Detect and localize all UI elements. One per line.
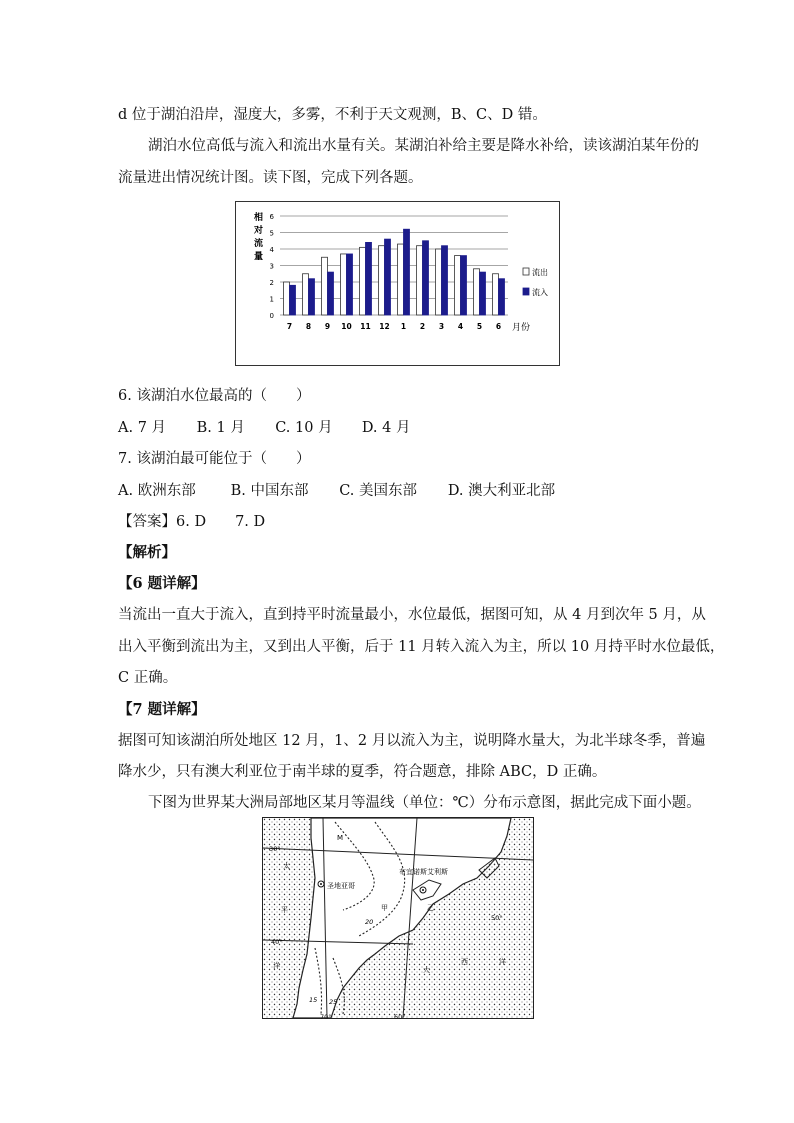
q7-option-a: A. 欧洲东部 xyxy=(118,483,196,499)
chart-bar-outflow xyxy=(303,274,309,315)
lat-label-50: 50° xyxy=(491,914,503,922)
chart-bar-outflow xyxy=(322,257,328,315)
chart-xtick-label: 12 xyxy=(379,322,390,331)
q6-stem: 6. 该湖泊水位最高的（ ） xyxy=(118,388,311,404)
answer-line: 【答案】6. D 7. D xyxy=(118,514,266,530)
detail-7-line-1: 据图可知该湖泊所处地区 12 月，1、2 月以流入为主，说明降水量大，为北半球冬季，普遍 xyxy=(118,733,706,749)
chart-ylabel-char: 量 xyxy=(254,252,264,262)
lat-label-40: 40° xyxy=(271,938,283,946)
chart-bar-outflow xyxy=(417,246,423,315)
chart-bar-outflow xyxy=(398,244,404,315)
legend-label: 流出 xyxy=(532,268,548,277)
chart-ytick-label: 6 xyxy=(269,213,274,221)
chart-bar-outflow xyxy=(360,247,366,315)
iso-label-15: 15 xyxy=(309,996,318,1004)
chart-ylabel-char: 流 xyxy=(254,239,264,249)
detail-6-line-2: 出入平衡到流出为主，又到出人平衡，后于 11 月转入流入为主，所以 10 月持平时水位最低， xyxy=(118,639,725,655)
chart-xtick-label: 10 xyxy=(341,322,352,331)
chart-bar-inflow xyxy=(347,254,353,315)
chart-bar-inflow xyxy=(480,272,486,315)
q6-options xyxy=(118,416,411,437)
chart-bar-inflow xyxy=(442,246,448,315)
q6-option-a: A. 7 月 xyxy=(118,420,167,436)
intro-isotherm: 下图为世界某大洲局部地区某月等温线（单位：℃）分布示意图，据此完成下面小题。 xyxy=(148,795,701,811)
chart-xtick-label: 2 xyxy=(419,322,426,331)
q6-option-d: D. 4 月 xyxy=(361,420,411,436)
chart-xtick-label: 6 xyxy=(495,322,502,331)
chart-xtick-label: 11 xyxy=(360,322,371,331)
q7-stem: 7. 该湖泊最可能位于（ ） xyxy=(118,451,311,467)
chart-ytick-label: 2 xyxy=(269,279,274,287)
chart-ytick-label: 1 xyxy=(269,295,274,304)
chart-ytick-label: 3 xyxy=(269,262,274,271)
chart-xtick-label: 4 xyxy=(457,322,464,331)
flow-chart xyxy=(235,201,560,366)
legend-swatch xyxy=(523,268,529,275)
detail-6-line-1: 当流出一直大于流入，直到持平时流量最小，水位最低，据图可知，从 4 月到次年 5 月，从 xyxy=(118,607,706,623)
chart-xtick-label: 3 xyxy=(438,322,445,331)
lon-label-60: 60° xyxy=(394,1013,406,1021)
chart-ylabel-char: 相 xyxy=(254,213,264,223)
q6-option-b: B. 1 月 xyxy=(196,420,245,436)
chart-xlabel: 月份 xyxy=(512,323,531,333)
map-label-yi: 乙 xyxy=(427,904,434,912)
chart-bar-inflow xyxy=(385,239,391,315)
pacific-label-3: 洋 xyxy=(273,962,280,970)
chart-bar-outflow xyxy=(455,256,461,315)
map-label-santiago: 圣地亚哥 xyxy=(327,882,355,890)
map-label-m: M xyxy=(337,834,344,842)
atlantic-label-3: 洋 xyxy=(499,958,506,966)
chart-xtick-label: 8 xyxy=(305,322,312,331)
map-label-jia: 甲 xyxy=(381,904,388,912)
iso-label-25: 25 xyxy=(329,998,338,1006)
chart-bar-outflow xyxy=(379,246,385,315)
text-line-1: d 位于湖泊沿岸，湿度大，多雾，不利于天文观测，B、C、D 错。 xyxy=(118,107,547,123)
q6-option-c: C. 10 月 xyxy=(275,420,333,436)
chart-xtick-label: 5 xyxy=(476,322,483,331)
chart-ytick-label: 4 xyxy=(269,246,274,254)
q7-option-d: D. 澳大利亚北部 xyxy=(447,483,556,499)
detail-7-line-2: 降水少，只有澳大利亚位于南半球的夏季，符合题意，排除 ABC，D 正确。 xyxy=(118,764,607,780)
atlantic-label-1: 大 xyxy=(423,966,430,974)
chart-bar-inflow xyxy=(366,242,372,315)
chart-bar-inflow xyxy=(499,279,505,315)
chart-ytick-label: 0 xyxy=(269,312,274,320)
chart-xtick-label: 1 xyxy=(400,322,407,331)
chart-bar-outflow xyxy=(284,282,290,315)
chart-bar-outflow xyxy=(436,249,442,315)
atlantic-label-2: 西 xyxy=(461,958,468,966)
iso-label-20: 20 xyxy=(365,918,374,926)
chart-bar-inflow xyxy=(461,256,467,315)
q7-option-b: B. 中国东部 xyxy=(230,483,309,499)
chart-bar-outflow xyxy=(341,254,347,315)
chart-bar-outflow xyxy=(474,269,480,315)
chart-bar-inflow xyxy=(328,272,334,315)
chart-ylabel-char: 对 xyxy=(254,226,264,236)
chart-bar-inflow xyxy=(423,241,429,315)
chart-bar-inflow xyxy=(404,229,410,315)
text-line-3: 流量进出情况统计图。读下图，完成下列各题。 xyxy=(118,170,423,186)
isotherm-map-svg xyxy=(263,818,533,1018)
pacific-label-1: 太 xyxy=(283,862,290,870)
detail-7-heading: 【7 题详解】 xyxy=(118,701,206,718)
chart-ylabel xyxy=(253,211,263,262)
map-label-buenos-aires: 布宜诺斯艾利斯 xyxy=(399,868,448,876)
legend-label: 流入 xyxy=(532,288,548,297)
chart-bar-outflow xyxy=(493,274,499,315)
text-line-2: 湖泊水位高低与流入和流出水量有关。某湖泊补给主要是降水补给，读该湖泊某年份的 xyxy=(148,138,699,154)
q7-options xyxy=(118,479,555,500)
detail-6-heading: 【6 题详解】 xyxy=(118,575,206,592)
detail-6-line-3: C 正确。 xyxy=(118,670,178,686)
analysis-heading: 【解析】 xyxy=(118,544,176,561)
lon-label-70: 70° xyxy=(320,1013,332,1021)
chart-xtick-label: 7 xyxy=(286,322,293,331)
legend-swatch xyxy=(523,288,529,295)
lat-label-30: 30° xyxy=(269,845,281,853)
pacific-label-2: 平 xyxy=(281,906,288,914)
chart-xtick-label: 9 xyxy=(324,322,331,331)
chart-ytick-label: 5 xyxy=(269,229,274,238)
isotherm-map xyxy=(262,817,534,1019)
q7-option-c: C. 美国东部 xyxy=(339,483,418,499)
chart-bar-inflow xyxy=(309,279,315,315)
flow-chart-svg xyxy=(236,202,559,365)
chart-bar-inflow xyxy=(290,285,296,315)
